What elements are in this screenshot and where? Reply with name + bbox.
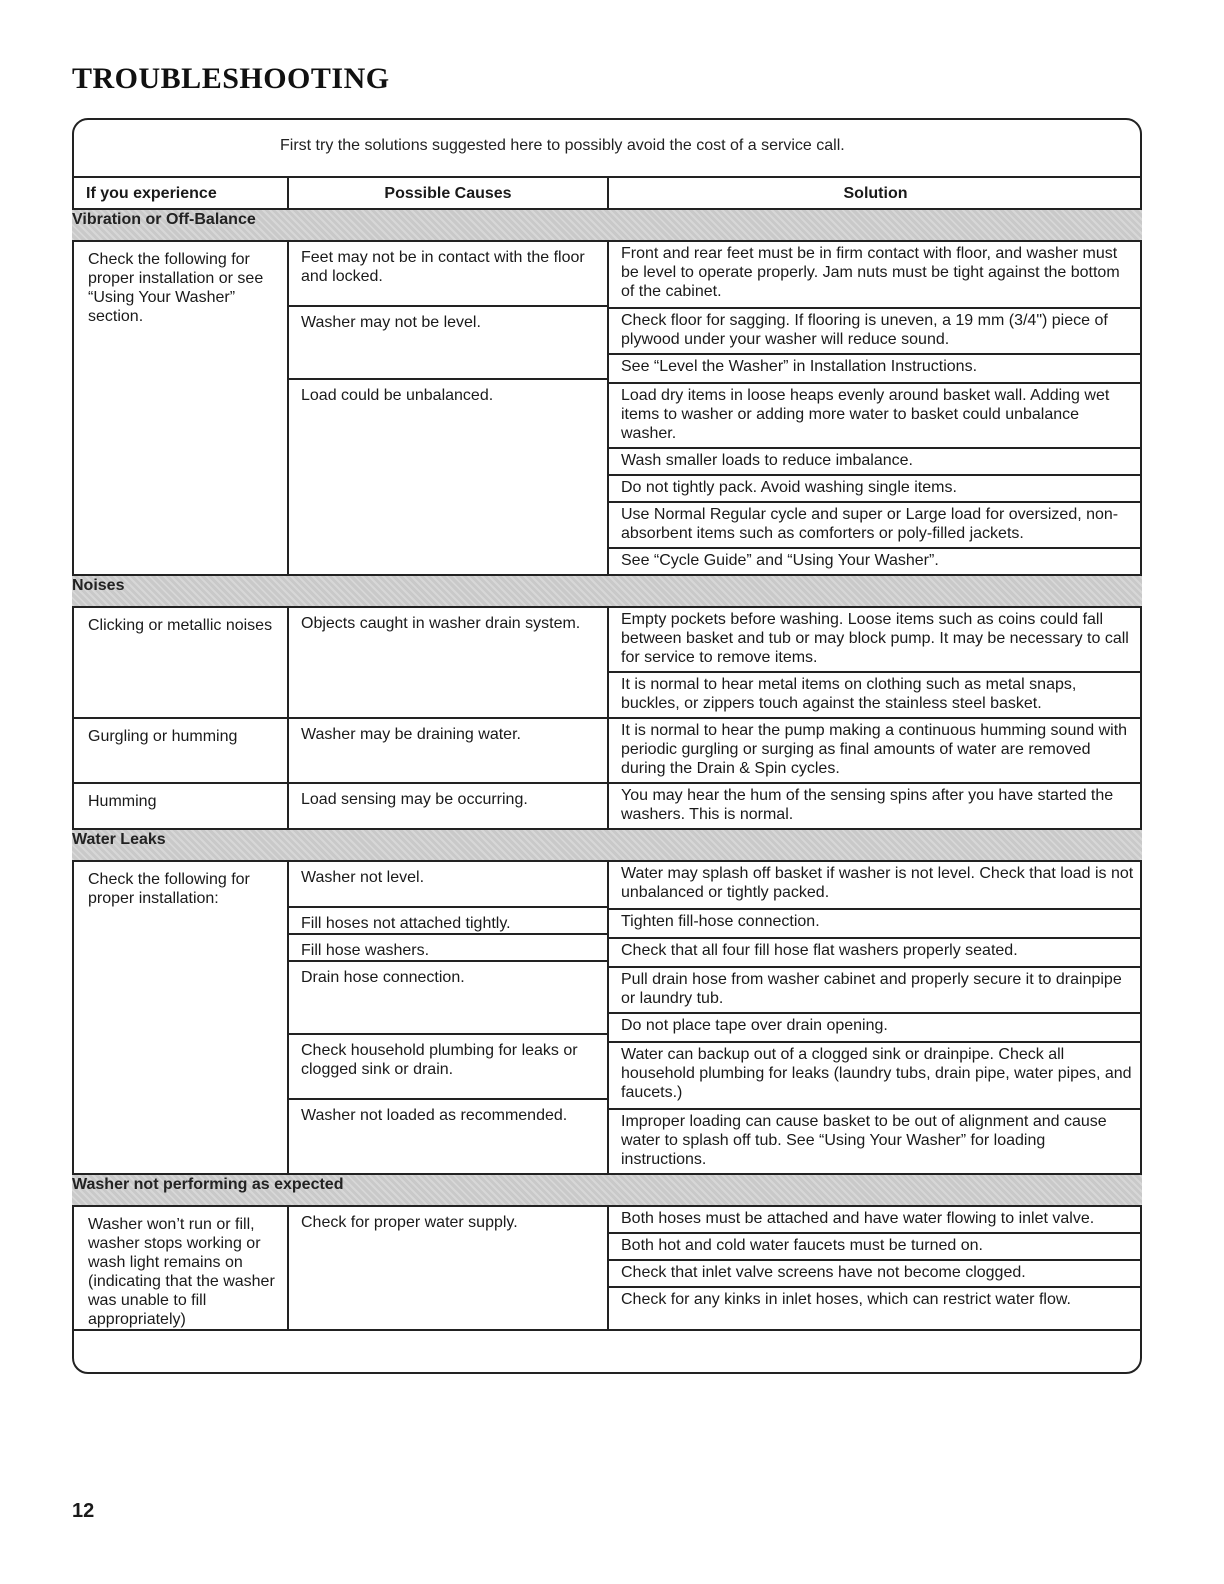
section-title: Water Leaks bbox=[72, 829, 1142, 861]
solution-item: It is normal to hear metal items on clothing such as metal snaps, buckles, or zippers touch against the stainless steel basket. bbox=[621, 676, 1077, 712]
solutions-cell bbox=[608, 783, 1142, 829]
solution-item: See “Cycle Guide” and “Using Your Washer”. bbox=[621, 552, 939, 569]
page-number: 12 bbox=[72, 1500, 95, 1522]
solution-group bbox=[609, 309, 1142, 384]
solution-group bbox=[609, 862, 1142, 910]
causes-cell bbox=[288, 783, 608, 829]
section-header-row bbox=[72, 209, 1142, 241]
causes-cell bbox=[288, 241, 608, 575]
table-row bbox=[72, 718, 1142, 783]
section-header-row bbox=[72, 575, 1142, 607]
causes-cell bbox=[288, 718, 608, 783]
cause-item: Objects caught in washer drain system. bbox=[301, 615, 581, 632]
causes-cell bbox=[288, 1206, 608, 1330]
experience-cell: Clicking or metallic noises bbox=[72, 607, 288, 718]
solution-group bbox=[609, 1043, 1142, 1110]
solution-item: Empty pockets before washing. Loose items such as coins could fall between basket and tub or may block pump. It may be necessary to call for service to remove items. bbox=[609, 608, 1142, 673]
solution-item: Wash smaller loads to reduce imbalance. bbox=[609, 449, 1142, 476]
section-title: Vibration or Off-Balance bbox=[72, 209, 1142, 241]
solution-item: Do not tightly pack. Avoid washing single items. bbox=[609, 476, 1142, 503]
experience-cell: Washer won’t run or fill, washer stops working or wash light remains on (indicating that the washer was unable to fill appropriately) bbox=[72, 1206, 288, 1330]
cause-item: Fill hoses not attached tightly. bbox=[289, 908, 607, 935]
table-body bbox=[72, 209, 1142, 1330]
experience-cell: Humming bbox=[72, 783, 288, 829]
cause-item: Washer may not be level. bbox=[289, 307, 607, 380]
solution-item: Check floor for sagging. If flooring is uneven, a 19 mm (3/4") piece of plywood under your washer will reduce sound. bbox=[609, 309, 1142, 355]
page-title: TROUBLESHOOTING bbox=[72, 62, 390, 95]
solution-group bbox=[609, 784, 1142, 828]
header-causes: Possible Causes bbox=[288, 177, 608, 209]
solution-group bbox=[609, 384, 1142, 574]
solutions-cell bbox=[608, 1206, 1142, 1330]
solutions-cell bbox=[608, 607, 1142, 718]
causes-cell bbox=[288, 607, 608, 718]
experience-cell: Check the following for proper installation or see “Using Your Washer” section. bbox=[72, 241, 288, 575]
solution-item: It is normal to hear the pump making a continuous humming sound with periodic gurgling or surging as final amounts of water are removed during the Drain & Spin cycles. bbox=[621, 722, 1128, 777]
header-experience: If you experience bbox=[72, 177, 288, 209]
solution-item: Improper loading can cause basket to be out of alignment and cause water to splash off tub. See “Using Your Washer” for loading instructions. bbox=[621, 1113, 1107, 1168]
solution-item: Both hoses must be attached and have water flowing to inlet valve. bbox=[609, 1207, 1142, 1234]
solution-item: Front and rear feet must be in firm contact with floor, and washer must be level to operate properly. Jam nuts must be tight against the bottom of the cabinet. bbox=[621, 245, 1120, 300]
section-title: Washer not performing as expected bbox=[72, 1174, 1142, 1206]
solution-group bbox=[609, 1207, 1142, 1313]
troubleshooting-table bbox=[72, 176, 1142, 1331]
solution-item: Load dry items in loose heaps evenly around basket wall. Adding wet items to washer or adding more water to basket could unbalance washer. bbox=[609, 384, 1142, 449]
cause-item: Washer may be draining water. bbox=[301, 726, 521, 743]
section-title: Noises bbox=[72, 575, 1142, 607]
section-header-row bbox=[72, 1174, 1142, 1206]
solution-item: Both hot and cold water faucets must be turned on. bbox=[609, 1234, 1142, 1261]
solutions-cell bbox=[608, 718, 1142, 783]
cause-item: Check for proper water supply. bbox=[301, 1214, 518, 1231]
solution-item: Check for any kinks in inlet hoses, which can restrict water flow. bbox=[621, 1291, 1071, 1308]
table-row bbox=[72, 783, 1142, 829]
section-header-row bbox=[72, 829, 1142, 861]
solution-item: Do not place tape over drain opening. bbox=[621, 1017, 888, 1034]
experience-cell: Check the following for proper installation: bbox=[72, 861, 288, 1174]
solution-group bbox=[609, 910, 1142, 939]
solutions-cell bbox=[608, 861, 1142, 1174]
cause-item: Check household plumbing for leaks or clogged sink or drain. bbox=[289, 1035, 607, 1100]
solution-group bbox=[609, 939, 1142, 968]
table-row bbox=[72, 607, 1142, 718]
solution-group bbox=[609, 608, 1142, 717]
solution-item: Pull drain hose from washer cabinet and properly secure it to drainpipe or laundry tub. bbox=[609, 968, 1142, 1014]
cause-item: Feet may not be in contact with the floor and locked. bbox=[289, 242, 607, 307]
solution-item: Water may splash off basket if washer is not level. Check that load is not unbalanced or tightly packed. bbox=[621, 865, 1134, 901]
solution-item: Check that all four fill hose flat washers properly seated. bbox=[621, 942, 1018, 959]
intro-text: First try the solutions suggested here to possibly avoid the cost of a service call. bbox=[280, 137, 845, 154]
solution-group bbox=[609, 1110, 1142, 1173]
cause-item: Load sensing may be occurring. bbox=[301, 791, 528, 808]
cause-item: Washer not loaded as recommended. bbox=[301, 1107, 568, 1124]
cause-item: Load could be unbalanced. bbox=[301, 387, 494, 404]
solution-item: Use Normal Regular cycle and super or Large load for oversized, non-absorbent items such as comforters or poly-filled jackets. bbox=[609, 503, 1142, 549]
cause-item: Washer not level. bbox=[289, 862, 607, 908]
causes-cell bbox=[288, 861, 608, 1174]
table-row bbox=[72, 861, 1142, 1174]
solution-item: Water can backup out of a clogged sink or drainpipe. Check all household plumbing for leaks (laundry tubs, drain pipe, water pipes, and faucets.) bbox=[621, 1046, 1132, 1101]
solution-group bbox=[609, 968, 1142, 1043]
solution-item: Check that inlet valve screens have not become clogged. bbox=[609, 1261, 1142, 1288]
table-header-row bbox=[72, 177, 1142, 209]
table-row bbox=[72, 1206, 1142, 1330]
solution-item: Tighten fill-hose connection. bbox=[621, 913, 820, 930]
table-row bbox=[72, 241, 1142, 575]
solution-item: See “Level the Washer” in Installation Instructions. bbox=[621, 358, 978, 375]
cause-item: Fill hose washers. bbox=[289, 935, 607, 962]
cause-item: Drain hose connection. bbox=[289, 962, 607, 1035]
experience-cell: Gurgling or humming bbox=[72, 718, 288, 783]
solutions-cell bbox=[608, 241, 1142, 575]
header-solution: Solution bbox=[608, 177, 1142, 209]
solution-group bbox=[609, 242, 1142, 309]
solution-group bbox=[609, 719, 1142, 782]
solution-item: You may hear the hum of the sensing spins after you have started the washers. This is normal. bbox=[621, 787, 1114, 823]
